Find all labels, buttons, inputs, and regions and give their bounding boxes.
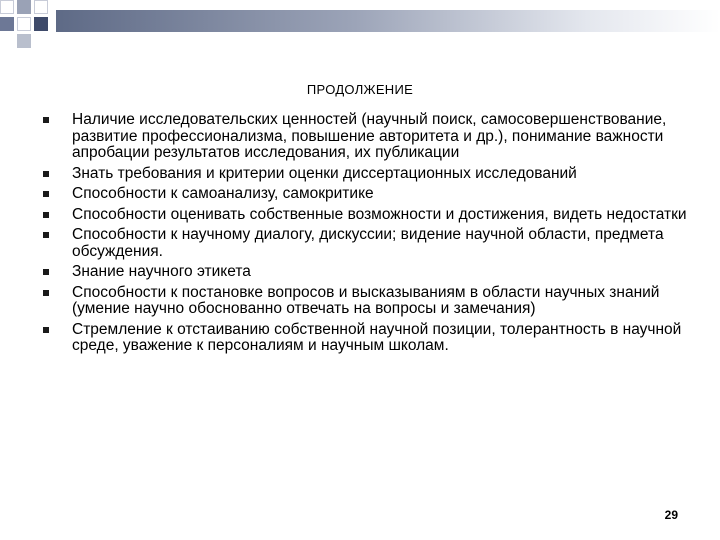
decor-square [34,17,48,31]
decor-square [17,17,31,31]
list-item [40,112,700,162]
square-bullet-icon [43,327,49,333]
list-item-text: Способности к самоанализу, самокритике [72,185,374,202]
square-bullet-icon [43,117,49,123]
list-item-text: Способности оценивать собственные возможности и достижения, видеть недостатки [72,205,687,223]
decor-square [0,0,14,14]
list-item-text: Знание научного этикета [72,263,251,280]
square-bullet-icon [43,290,49,296]
list-item-text: Стремление к отстаиванию собственной научной позиции, толерантность в научной среде, уважение к персоналиям и научным школам. [72,320,682,354]
header-gradient-bar [56,10,720,32]
bullet-list [40,112,700,359]
list-item [40,207,700,224]
list-item [40,264,700,281]
decor-square [17,0,31,14]
slide-heading [0,82,720,97]
list-item-text: Способности к научному диалогу, дискуссии; видение научной области, предмета обсуждения. [72,226,664,260]
list-item [40,227,700,260]
square-bullet-icon [43,171,49,177]
slide-heading-text: ПРОДОЛЖЕНИЕ [306,82,414,97]
list-item-text: Знать требования и критерии оценки диссертационных исследований [72,164,577,182]
list-item [40,322,700,355]
list-item-text: Способности к постановке вопросов и высказываниям в области научных знаний (умение научно обоснованно отвечать на вопросы и замечания) [72,283,660,317]
decor-square [17,34,31,48]
page-number: 29 [664,508,678,522]
list-item [40,285,700,318]
list-item [40,186,700,203]
square-bullet-icon [43,191,49,197]
square-bullet-icon [43,232,49,238]
decor-square [0,17,14,31]
square-bullet-icon [43,269,49,275]
list-item [40,166,700,183]
square-bullet-icon [43,212,49,218]
decor-square [34,0,48,14]
list-item-text: Наличие исследовательских ценностей (научный поиск, самосовершенствование, развитие профессионализма, повышение авторитета и др.), понимание важности апробации результатов исследования, их публикации [72,111,667,161]
